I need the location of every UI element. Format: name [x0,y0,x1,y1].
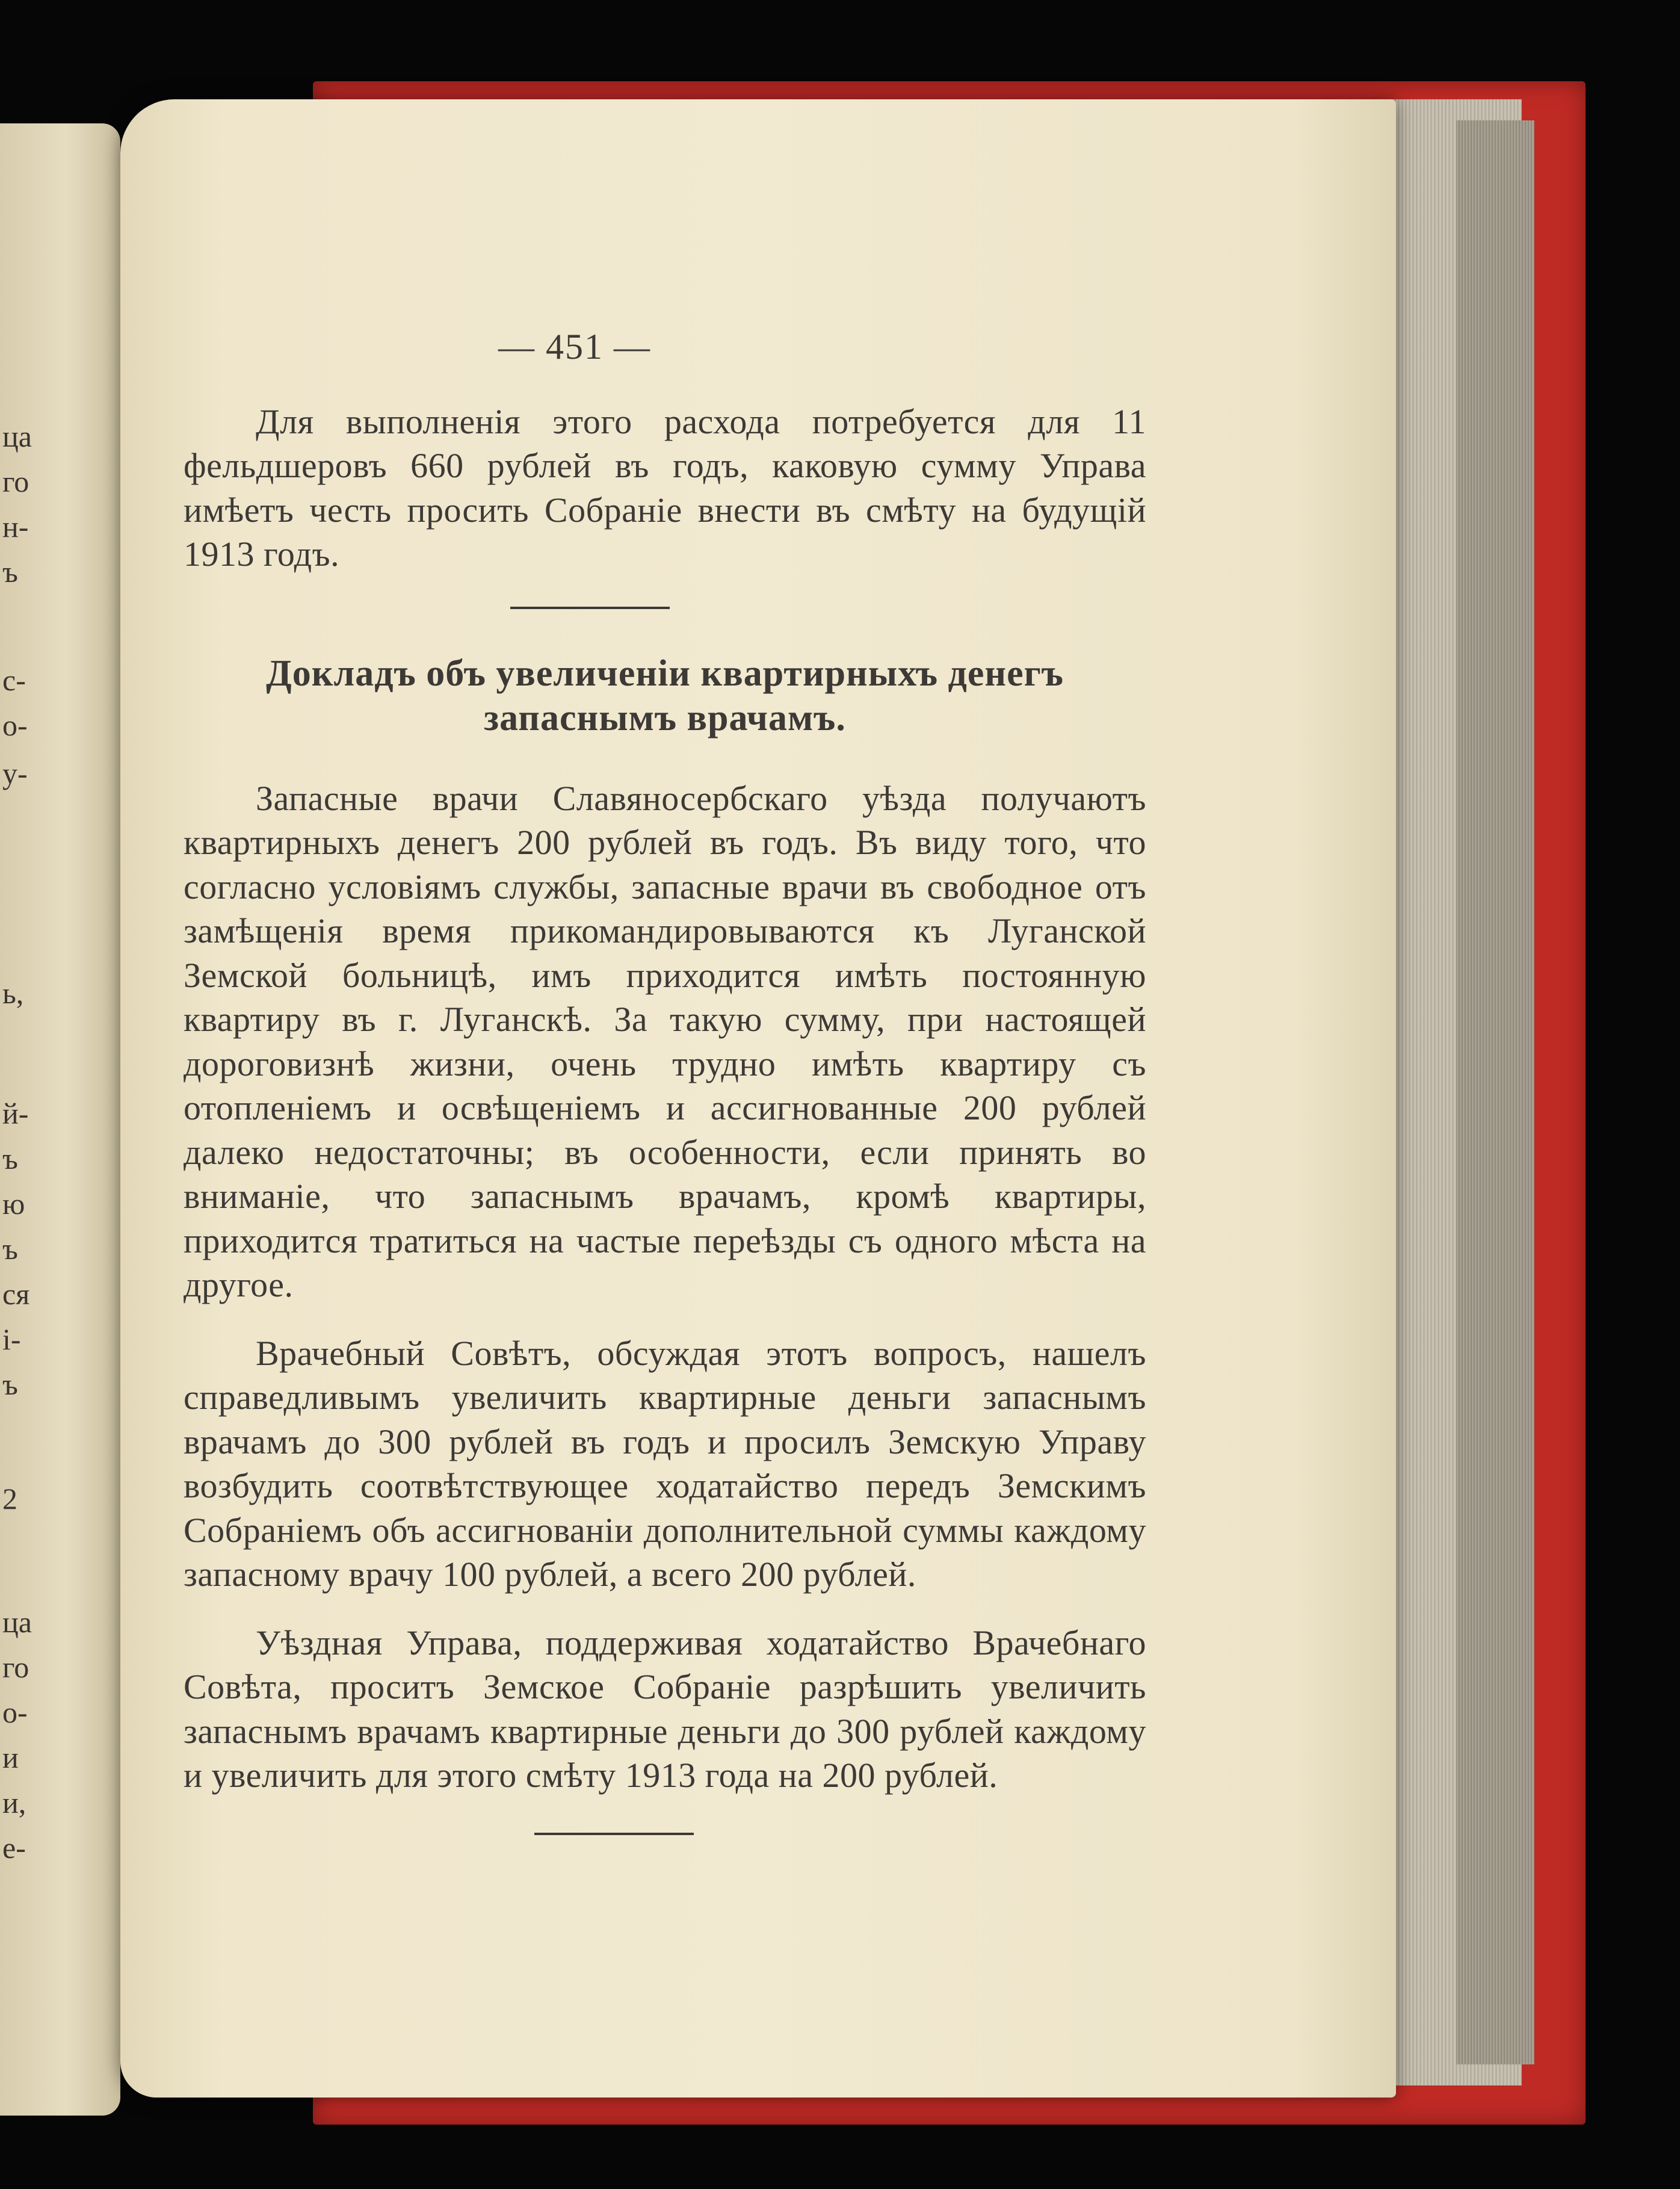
paragraph-district-board: Уѣздная Управа, поддерживая ходатайство Врачебнаго Совѣта, проситъ Земское Собраніе разрѣшить увеличить запаснымъ врачамъ квартирные деньги до 300 рублей каждому и увеличить для этого смѣту 1913 года на 200 рублей. [184,1623,1146,1795]
left-fragment: го [2,1650,29,1684]
left-fragment: й- [2,1097,29,1130]
left-fragment: 2 [2,1482,17,1516]
left-fragment: с- [2,663,26,697]
left-fragment: ся [2,1277,30,1311]
page-text-block [184,325,1146,1835]
page-number: — 451 — [498,327,651,367]
section-divider [510,607,670,609]
left-fragment: и [2,1741,19,1774]
previous-page-strip [0,123,120,2116]
left-fragment: ъ [2,1367,18,1401]
left-fragment: ю [2,1187,25,1221]
left-fragment: ца [2,420,32,453]
left-fragment: ъ [2,1232,18,1266]
left-fragment: ъ [2,1142,18,1175]
left-fragment: у- [2,757,28,790]
report-heading: Докладъ объ увеличеніи квартирныхъ денегъ запаснымъ врачамъ. [266,652,1064,738]
paragraph-reserve-doctors: Запасные врачи Славяносербскаго уѣзда получаютъ квартирныхъ денегъ 200 рублей въ годъ. Въ виду того, что согласно условіямъ службы, запасные врачи въ свободное отъ замѣщенія время прикомандировываются къ Луганской Земской больницѣ, имъ приходится имѣть постоянную квартиру въ г. Луганскѣ. За такую сумму, при настоящей дороговизнѣ жизни, очень трудно имѣть квартиру съ отопленіемъ и освѣщеніемъ и ассигнованные 200 рублей далеко недостаточны; въ особенности, если принять во вниманіе, что запаснымъ врачамъ, кромѣ квартиры, приходится тратиться на частые переѣзды съ одного мѣста на другое. [184,778,1146,1304]
left-fragment: о- [2,708,28,742]
left-fragment: н- [2,510,29,543]
paragraph-expense: Для выполненія этого расхода потребуется для 11 фельдшеровъ 660 рублей въ годъ, каковую сумму Управа имѣетъ честь просить Собраніе внести въ смѣту на будущій 1913 годъ. [184,401,1146,574]
left-fragment: ъ [2,555,18,589]
page-block-edges-outer [1456,120,1534,2064]
paragraph-medical-council: Врачебный Совѣтъ, обсуждая этотъ вопросъ, нашелъ справедливымъ увеличить квартирные деньги запаснымъ врачамъ до 300 рублей въ годъ и просилъ Земскую Управу возбудить соотвѣтствующее ходатайство передъ Земскимъ Собраніемъ объ ассигнованіи дополнительной суммы каждому запасному врачу 100 рублей, а всего 200 рублей. [184,1333,1146,1594]
left-fragment: ца [2,1605,32,1639]
left-fragment: і- [2,1322,21,1356]
left-fragment: о- [2,1695,28,1729]
left-fragment: го [2,465,29,498]
end-divider [534,1833,694,1835]
left-fragment: е- [2,1831,26,1865]
left-fragment: и, [2,1786,26,1819]
left-fragment: ь, [2,976,24,1010]
